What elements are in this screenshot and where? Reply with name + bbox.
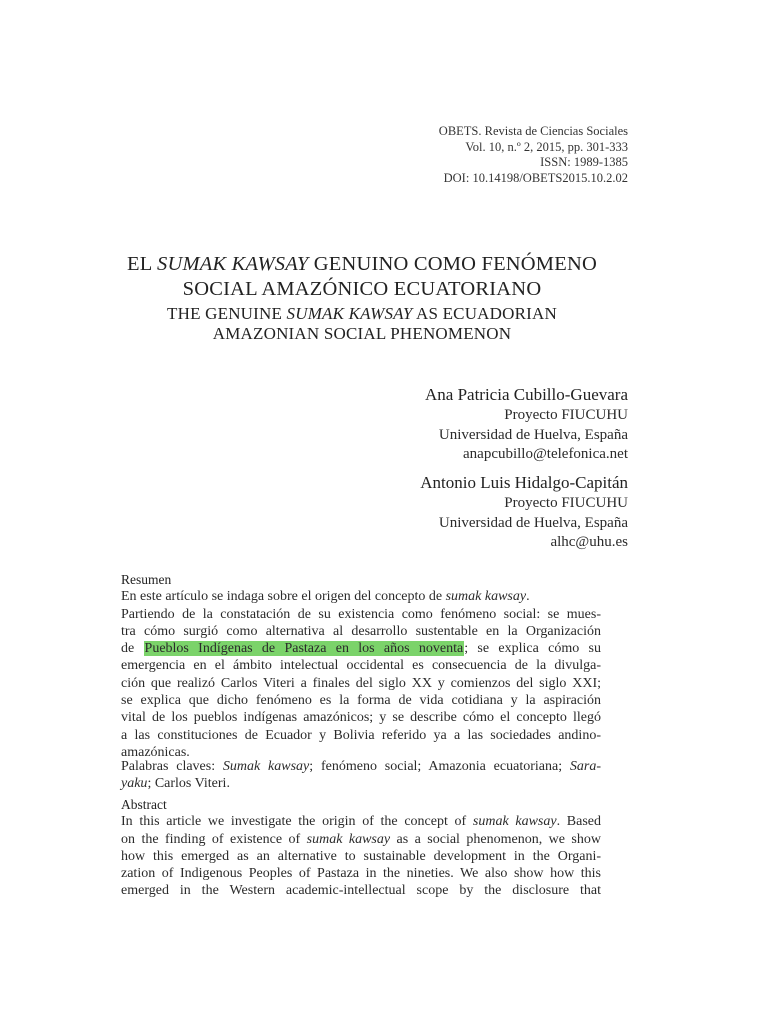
abstract-line: zation of Indigenous Peoples of Pastaza in the nineties. We also show how this xyxy=(121,866,601,882)
abstract-line: In this article we investigate the origin of the concept of sumak kawsay. Based xyxy=(121,814,601,830)
keywords-line: Palabras claves: Sumak kawsay; fenómeno social; Amazonia ecuatoriana; Sara- xyxy=(121,759,602,774)
resumen-line: a las constituciones de Ecuador y Bolivia referido ya a las sociedades andino- xyxy=(121,727,601,743)
keywords-label: Palabras claves: xyxy=(121,759,216,774)
resumen-line: En este artículo se indaga sobre el origen del concepto de sumak kawsay. xyxy=(121,589,530,605)
highlighted-text[interactable]: Pueblos Indígenas de Pastaza en los años noventa xyxy=(144,641,464,657)
author-email[interactable]: anapcubillo@telefonica.net xyxy=(463,446,628,462)
keywords-line: yaku; Carlos Viteri. xyxy=(121,776,230,792)
title-spanish xyxy=(0,252,724,302)
resumen-line: emergencia en el ámbito intelectual occidental es consecuencia de la divulga- xyxy=(121,658,601,674)
abstract-heading: Abstract xyxy=(121,797,167,812)
author-block-1 xyxy=(425,384,628,465)
author-email[interactable]: alhc@uhu.es xyxy=(550,534,628,550)
resumen-line: de Pueblos Indígenas de Pastaza en los años noventa; se explica cómo su xyxy=(121,641,601,657)
author-affiliation: Universidad de Huelva, España xyxy=(438,426,628,443)
journal-citation xyxy=(439,124,628,186)
author-project: Proyecto FIUCUHU xyxy=(504,407,628,423)
title-english xyxy=(0,304,724,343)
author-name: Antonio Luis Hidalgo-Capitán xyxy=(420,473,628,492)
journal-name: OBETS. Revista de Ciencias Sociales xyxy=(438,124,628,138)
abstract-section xyxy=(121,796,601,900)
title-spanish-line2: SOCIAL AMAZÓNICO ECUATORIANO xyxy=(182,278,542,300)
abstract-line: emerged in the Western academic-intellectual scope by the disclosure that xyxy=(121,883,601,899)
resumen-line: se explica que dicho fenómeno es la forma de vida cotidiana y la aspiración xyxy=(121,693,601,709)
title-english-line2: AMAZONIAN SOCIAL PHENOMENON xyxy=(212,323,512,343)
keywords-section xyxy=(121,758,601,793)
title-spanish-line1: EL SUMAK KAWSAY GENUINO COMO FENÓMENO xyxy=(127,253,597,275)
title-english-line1: THE GENUINE SUMAK KAWSAY AS ECUADORIAN xyxy=(167,304,557,323)
resumen-line: vital de los pueblos indígenas amazónicos; y se describe cómo el concepto llegó xyxy=(121,710,601,726)
resumen-line: amazónicas. xyxy=(121,744,190,760)
resumen-line: tra cómo surgió como alternativa al desarrollo sustentable en la Organización xyxy=(121,623,601,639)
resumen-line: ción que realizó Carlos Viteri a finales del siglo XX y comienzos del siglo XXI; xyxy=(121,675,601,691)
journal-doi[interactable]: DOI: 10.14198/OBETS2015.10.2.02 xyxy=(443,170,628,185)
author-name: Ana Patricia Cubillo-Guevara xyxy=(425,385,628,404)
resumen-line: Partiendo de la constatación de su existencia como fenómeno social: se mues- xyxy=(121,606,601,622)
author-block-2 xyxy=(420,472,628,553)
journal-issn: ISSN: 1989-1385 xyxy=(540,155,628,170)
author-affiliation: Universidad de Huelva, España xyxy=(438,514,628,531)
journal-volume: Vol. 10, n.º 2, 2015, pp. 301-333 xyxy=(465,139,628,154)
abstract-line: on the finding of existence of sumak kawsay as a social phenomenon, we show xyxy=(121,831,601,847)
resumen-section xyxy=(121,571,601,761)
author-project: Proyecto FIUCUHU xyxy=(504,495,628,511)
resumen-heading: Resumen xyxy=(121,572,172,587)
abstract-line: how this emerged as an alternative to sustainable development in the Organi- xyxy=(121,848,601,864)
